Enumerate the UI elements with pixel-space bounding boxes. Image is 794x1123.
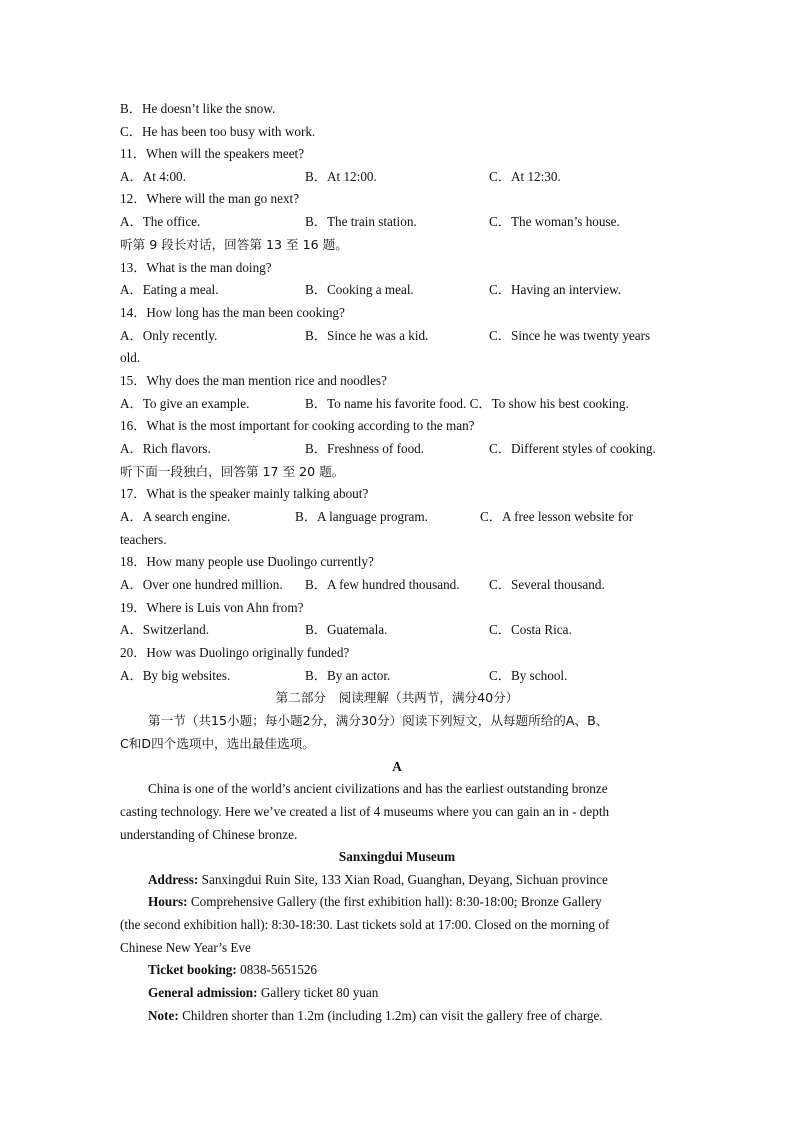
q15-option-a: A．To give an example. <box>120 396 250 411</box>
section-9-instruction: 听第 9 段长对话，回答第 13 至 16 题。 <box>120 237 348 252</box>
q12-option-a: A．The office. <box>120 214 201 229</box>
q12-stem: 12．Where will the man go next? <box>120 191 300 206</box>
q19-stem: 19．Where is Luis von Ahn from? <box>120 600 304 615</box>
q15-stem: 15．Why does the man mention rice and noodles? <box>120 373 387 388</box>
q13-option-a: A．Eating a meal. <box>120 282 219 297</box>
q16-option-b: B．Freshness of food. <box>305 441 425 456</box>
part-2-heading: 第二部分 阅读理解（共两节，满分40分） <box>275 690 519 705</box>
q20-option-a: A．By big websites. <box>120 668 231 683</box>
q18-option-a: A．Over one hundred million. <box>120 577 283 592</box>
q14-stem: 14．How long has the man been cooking? <box>120 305 345 320</box>
q14-option-c: C．Since he was twenty years <box>489 328 651 343</box>
museum-hours <box>148 893 602 911</box>
ticket-booking-value: 0838-5651526 <box>236 962 318 977</box>
q18-option-b: B．A few hundred thousand. <box>305 577 460 592</box>
q20-option-c: C．By school. <box>489 668 568 683</box>
q18-stem: 18．How many people use Duolingo currently? <box>120 554 374 569</box>
q16-option-a: A．Rich flavors. <box>120 441 211 456</box>
general-admission-value: Gallery ticket 80 yuan <box>257 985 379 1000</box>
ticket-booking-label: Ticket booking: <box>148 962 237 977</box>
museum-hours-line-2: (the second exhibition hall): 8:30-18:30. Last tickets sold at 17:00. Closed on the morning of <box>120 917 610 932</box>
q17-option-c: C．A free lesson website for <box>480 509 634 524</box>
section-1-instruction: 第一节（共15小题；每小题2分，满分30分）阅读下列短文，从每题所给的A、B、 <box>148 713 609 728</box>
q19-option-c: C．Costa Rica. <box>489 622 572 637</box>
address-value: Sanxingdui Ruin Site, 133 Xian Road, Guanghan, Deyang, Sichuan province <box>198 872 608 887</box>
q10-option-b: B．He doesn’t like the snow. <box>120 101 276 116</box>
q13-option-c: C．Having an interview. <box>489 282 622 297</box>
passage-intro-line-2: casting technology. Here we’ve created a list of 4 museums where you can gain an in - depth <box>120 804 610 819</box>
q18-option-c: C．Several thousand. <box>489 577 605 592</box>
q12-option-c: C．The woman’s house. <box>489 214 620 229</box>
note-value: Children shorter than 1.2m (including 1.2m) can visit the gallery free of charge. <box>178 1008 603 1023</box>
address-label: Address: <box>148 872 199 887</box>
q11-option-c: C．At 12:30. <box>489 169 561 184</box>
q17-option-c-continued: teachers. <box>120 532 167 547</box>
q20-stem: 20．How was Duolingo originally funded? <box>120 645 350 660</box>
q17-option-b: B．A language program. <box>295 509 428 524</box>
q12-option-b: B．The train station. <box>305 214 417 229</box>
hours-label: Hours: <box>148 894 188 909</box>
q16-stem: 16．What is the most important for cooking according to the man? <box>120 418 475 433</box>
section-1-instruction-continued: C和D四个选项中，选出最佳选项。 <box>120 736 315 751</box>
museum-hours-line-3: Chinese New Year’s Eve <box>120 940 251 955</box>
ticket-booking <box>148 961 317 979</box>
q20-option-b: B．By an actor. <box>305 668 391 683</box>
q17-option-a: A．A search engine. <box>120 509 231 524</box>
passage-intro-line-1: China is one of the world’s ancient civilizations and has the earliest outstanding bronze <box>148 781 608 796</box>
q13-option-b: B．Cooking a meal. <box>305 282 414 297</box>
q11-stem: 11．When will the speakers meet? <box>120 146 305 161</box>
q14-option-c-continued: old. <box>120 350 141 365</box>
q19-option-b: B．Guatemala. <box>305 622 388 637</box>
note-label: Note: <box>148 1008 179 1023</box>
q10-option-c: C．He has been too busy with work. <box>120 124 316 139</box>
q11-option-b: B．At 12:00. <box>305 169 377 184</box>
passage-intro-line-3: understanding of Chinese bronze. <box>120 827 298 842</box>
general-admission-label: General admission: <box>148 985 258 1000</box>
section-10-instruction: 听下面一段独白，回答第 17 至 20 题。 <box>120 464 345 479</box>
q19-option-a: A．Switzerland. <box>120 622 209 637</box>
q17-stem: 17．What is the speaker mainly talking about? <box>120 486 369 501</box>
q13-stem: 13．What is the man doing? <box>120 260 272 275</box>
museum-address <box>148 871 608 889</box>
q14-option-a: A．Only recently. <box>120 328 218 343</box>
hours-value: Comprehensive Gallery (the first exhibition hall): 8:30-18:00; Bronze Gallery <box>187 894 602 909</box>
museum-title: Sanxingdui Museum <box>338 849 456 864</box>
q11-option-a: A．At 4:00. <box>120 169 186 184</box>
q15-option-b-c: B．To name his favorite food. C．To show his best cooking. <box>305 396 629 411</box>
q14-option-b: B．Since he was a kid. <box>305 328 429 343</box>
museum-note <box>148 1007 603 1025</box>
q16-option-c: C．Different styles of cooking. <box>489 441 656 456</box>
passage-a-label: A <box>392 759 402 774</box>
general-admission <box>148 984 378 1002</box>
